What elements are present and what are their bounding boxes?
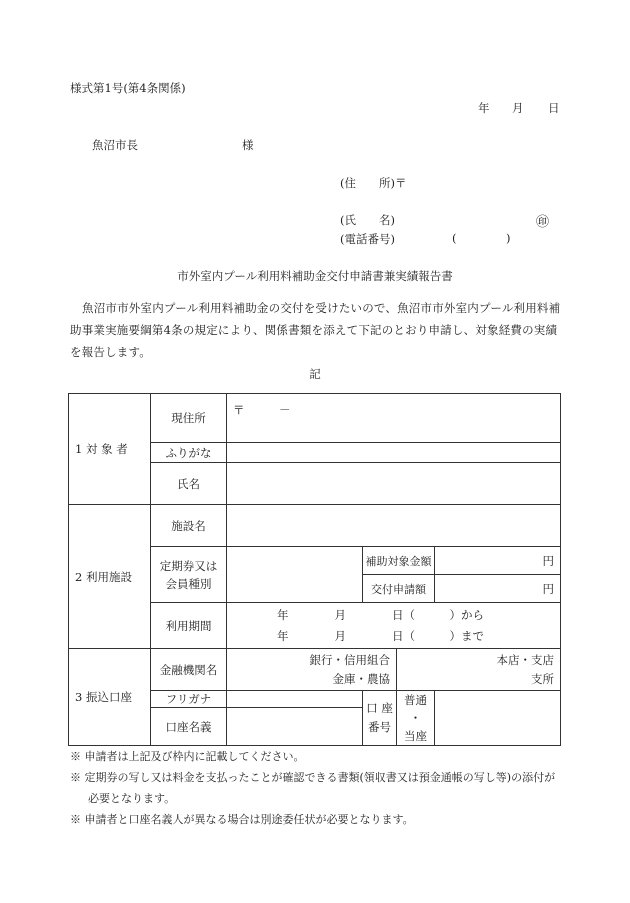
furigana-label: ふりがな <box>151 443 227 463</box>
note-item: ※ 申請者と口座名義人が異なる場合は別途委任状が必要となります。 <box>70 813 414 826</box>
account-type-field[interactable]: 普通 ・ 当座 <box>397 691 435 746</box>
period-field[interactable] <box>227 603 561 649</box>
yen-unit: 円 <box>542 553 554 568</box>
ki-mark: 記 <box>309 367 321 381</box>
request-amount-label: 交付申請額 <box>363 575 435 603</box>
holder-furigana-label: フリガナ <box>151 691 227 708</box>
section1-label: 1 対 象 者 <box>69 394 151 505</box>
date-month-label: 月 <box>512 101 524 115</box>
document-title: 市外室内プール利用料補助金交付申請書兼実績報告書 <box>177 269 453 283</box>
body-text: 魚沼市市外室内プール利用料補助金の交付を受けたいので、魚沼市市外室内プール利用料補助事業実施要綱第4条の規定により、関係書類を添えて下記のとおり申請し、対象経費の実績を報告します。 <box>70 301 561 359</box>
form-number: 様式第1号(第4条関係) <box>70 81 186 95</box>
account-number-field[interactable] <box>435 691 561 746</box>
date-year-label: 年 <box>478 101 490 115</box>
yen-unit: 円 <box>542 581 554 596</box>
subsidy-amount-field[interactable] <box>435 547 561 575</box>
holder-furigana-field[interactable] <box>227 691 363 708</box>
furigana-field[interactable] <box>227 443 561 463</box>
applicant-address-label: (住 所)〒 <box>340 176 407 190</box>
holder-label: 口座名義 <box>151 708 227 746</box>
section3-label: 3 振込口座 <box>69 649 151 746</box>
phone-paren-close: ) <box>506 231 511 245</box>
notes <box>70 746 565 830</box>
applicant-phone-label: (電話番号) <box>340 232 395 246</box>
holder-name-field[interactable] <box>227 708 363 746</box>
branch-name-field[interactable]: 本店・支店 支所 <box>397 649 561 691</box>
note-item: ※ 定期券の写し又は料金を支払ったことが確認できる書類(領収書又は預金通帳の写し等)の添付が必要となります。 <box>70 771 556 805</box>
note-item: ※ 申請者は上記及び枠内に記載してください。 <box>70 750 305 763</box>
period-from: 年 月 日（ ）から <box>277 607 484 622</box>
period-to: 年 月 日（ ）まで <box>277 628 484 643</box>
addressee: 魚沼市長 <box>92 138 138 152</box>
application-table <box>68 393 561 746</box>
account-number-label: 口 座 番号 <box>363 691 397 746</box>
facility-field[interactable] <box>227 505 561 547</box>
current-address-field[interactable] <box>227 394 561 443</box>
name-label: 氏名 <box>151 463 227 505</box>
period-label: 利用期間 <box>151 603 227 649</box>
section2-label: 2 利用施設 <box>69 505 151 649</box>
facility-label: 施設名 <box>151 505 227 547</box>
postal-prefix: 〒 － <box>233 403 291 417</box>
bank-label: 金融機関名 <box>151 649 227 691</box>
ticket-type-field[interactable] <box>227 547 363 603</box>
subsidy-amount-label: 補助対象金額 <box>363 547 435 575</box>
name-field[interactable] <box>227 463 561 505</box>
applicant-name-label: (氏 名) <box>340 213 395 227</box>
current-address-label: 現住所 <box>151 394 227 443</box>
ticket-type-label: 定期券又は 会員種別 <box>151 547 227 603</box>
date-day-label: 日 <box>548 101 560 115</box>
request-amount-field[interactable] <box>435 575 561 603</box>
bank-name-field[interactable]: 銀行・信用組合 金庫・農協 <box>227 649 397 691</box>
seal-mark: ㊞ <box>536 215 550 230</box>
honorific: 様 <box>242 138 254 152</box>
phone-paren-open: ( <box>452 231 457 245</box>
